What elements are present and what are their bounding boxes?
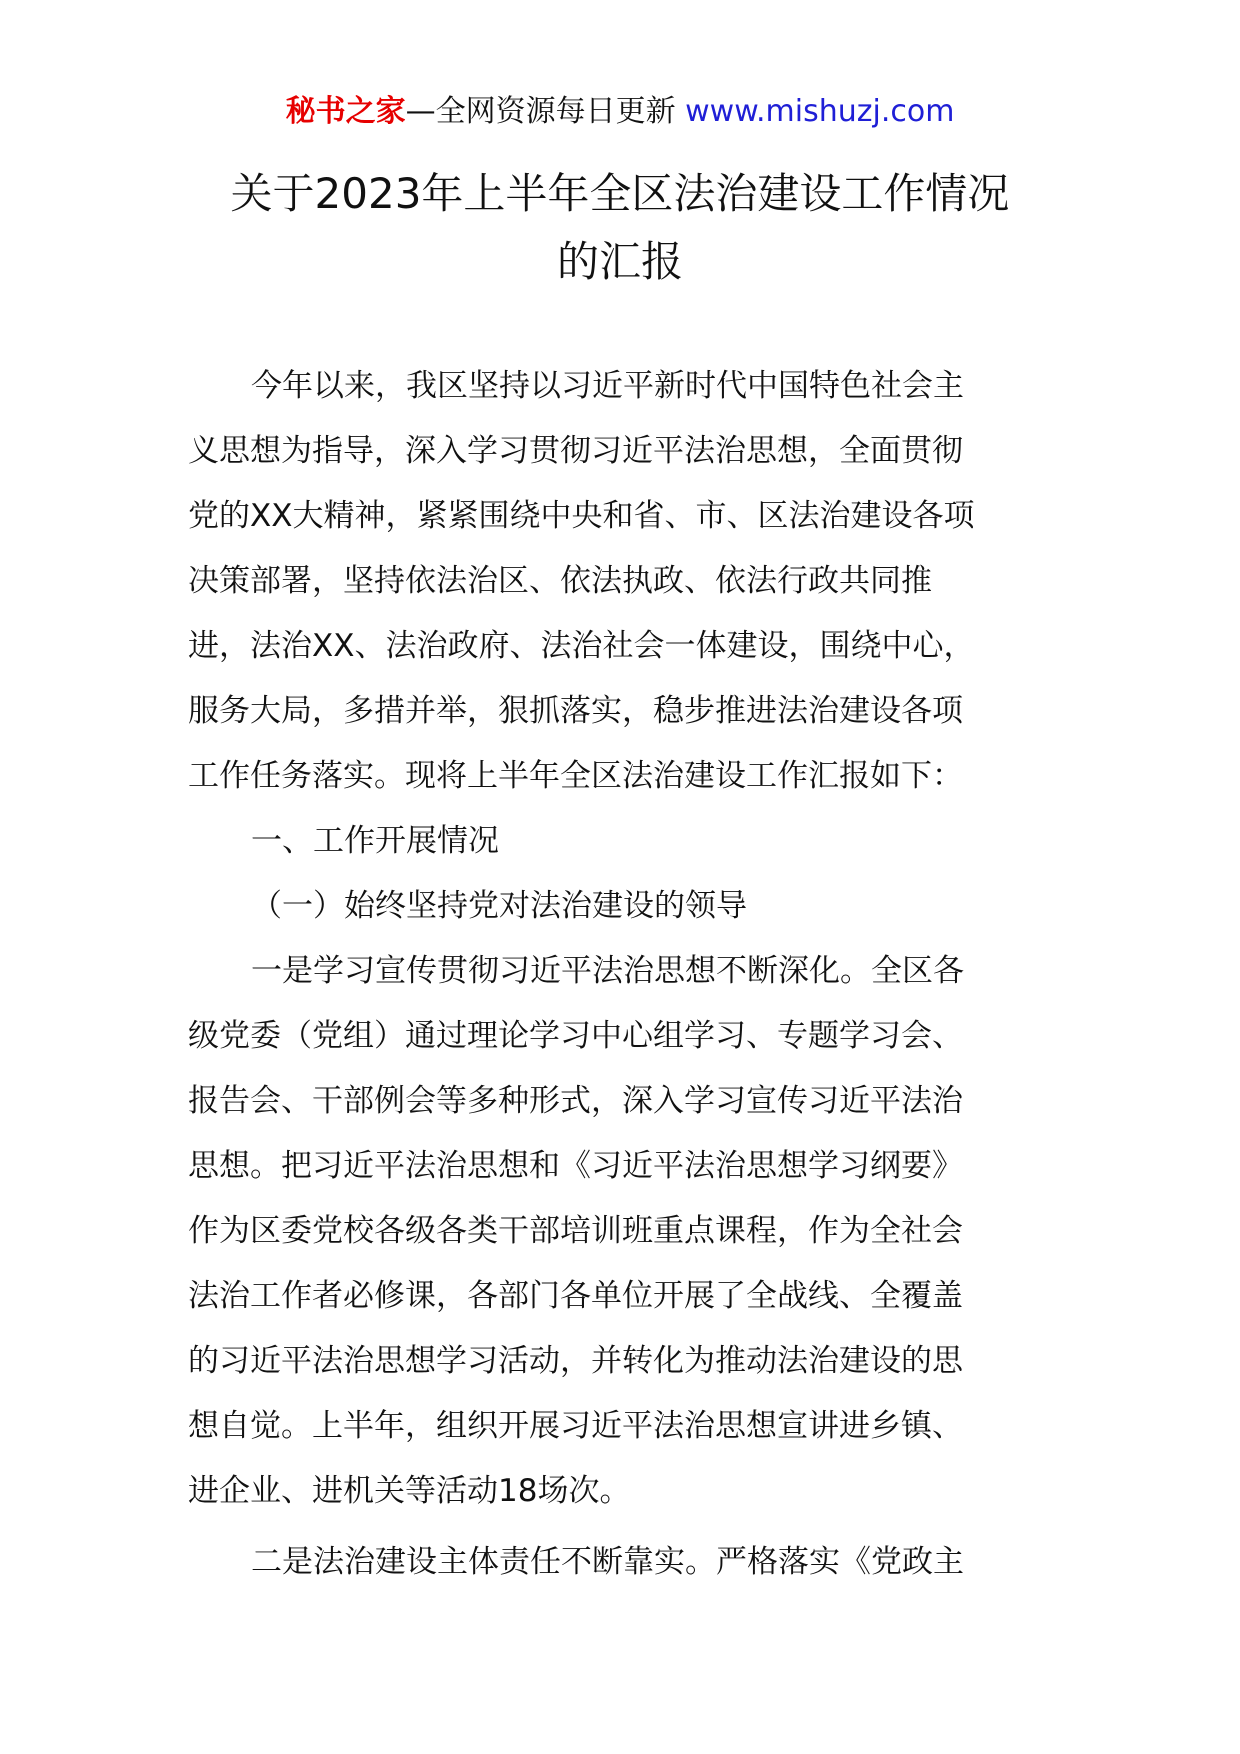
title-line: 关于2023年上半年全区法治建设工作情况	[230, 169, 1010, 218]
paragraph-line: 思想。把习近平法治思想和《习近平法治思想学习纲要》	[188, 1148, 963, 1184]
section-heading: 一、工作开展情况	[251, 823, 499, 859]
subsection-heading: （一）始终坚持党对法治建设的领导	[251, 888, 747, 924]
paragraph-line: 义思想为指导，深入学习贯彻习近平法治思想，全面贯彻	[188, 433, 963, 469]
paragraph-line: 报告会、干部例会等多种形式，深入学习宣传习近平法治	[188, 1083, 963, 1119]
document-title	[0, 160, 1240, 296]
document-body	[188, 354, 1058, 1595]
paragraph-line: 工作任务落实。现将上半年全区法治建设工作汇报如下：	[188, 758, 963, 794]
paragraph-line: 作为区委党校各级各类干部培训班重点课程，作为全社会	[188, 1213, 963, 1249]
paragraph-line: 的习近平法治思想学习活动，并转化为推动法治建设的思	[188, 1343, 963, 1379]
site-slogan: —全网资源每日更新	[405, 94, 676, 129]
paragraph-line: 决策部署，坚持依法治区、依法执政、依法行政共同推	[188, 563, 932, 599]
paragraph-line: 级党委（党组）通过理论学习中心组学习、专题学习会、	[188, 1018, 963, 1054]
paragraph-line: 二是法治建设主体责任不断靠实。严格落实《党政主	[251, 1544, 964, 1580]
title-line: 的汇报	[556, 237, 683, 286]
paragraph-line: 今年以来，我区坚持以习近平新时代中国特色社会主	[251, 368, 964, 404]
site-banner	[0, 92, 1240, 132]
paragraph-line: 党的XX大精神，紧紧围绕中央和省、市、区法治建设各项	[188, 498, 975, 534]
paragraph-line: 想自觉。上半年，组织开展习近平法治思想宣讲进乡镇、	[188, 1408, 963, 1444]
paragraph-line: 服务大局，多措并举，狠抓落实，稳步推进法治建设各项	[188, 693, 963, 729]
site-brand: 秘书之家	[285, 94, 406, 129]
paragraph-line: 进企业、进机关等活动18场次。	[188, 1473, 631, 1509]
paragraph-line: 法治工作者必修课，各部门各单位开展了全战线、全覆盖	[188, 1278, 963, 1314]
paragraph-line: 一是学习宣传贯彻习近平法治思想不断深化。全区各	[251, 953, 964, 989]
paragraph-line: 进，法治XX、法治政府、法治社会一体建设，围绕中心，	[188, 628, 975, 664]
site-url-link[interactable]: www.mishuzj.com	[685, 94, 955, 129]
